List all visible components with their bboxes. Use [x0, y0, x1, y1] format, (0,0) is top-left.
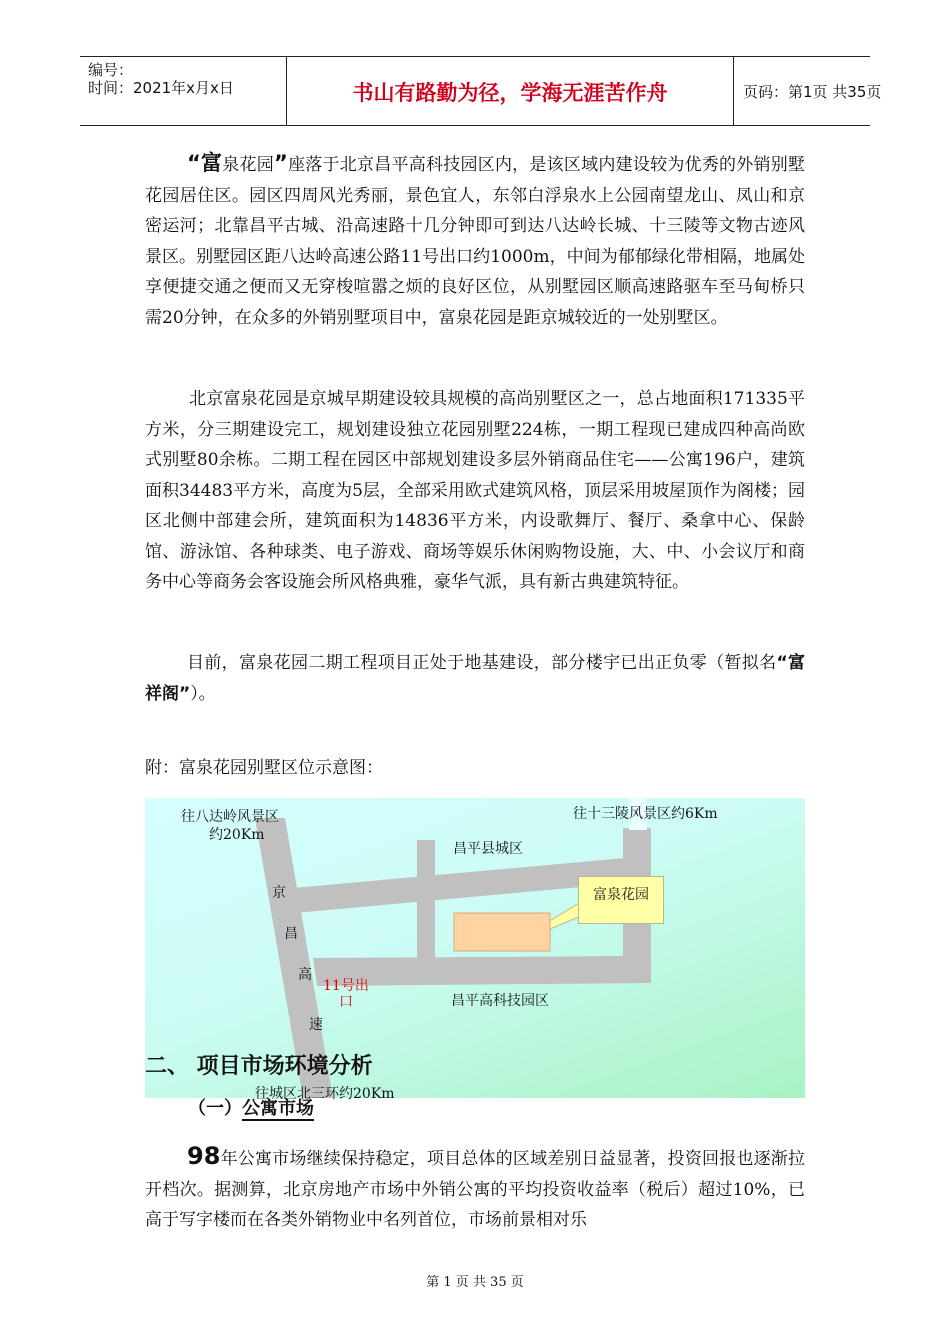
header-motto-cell [286, 57, 734, 125]
county-road [293, 858, 625, 913]
header-page-cell [733, 57, 882, 125]
number-label: 编号： [88, 61, 134, 79]
section-heading: 二、 项目市场环境分析 [145, 1054, 373, 1079]
label-exit-11: 11号出 [323, 978, 369, 994]
emphasis-char: 富 [200, 151, 223, 175]
subsection-title: 公寓市场 [242, 1098, 314, 1119]
appendix-caption: 附：富泉花园别墅区位示意图： [145, 758, 383, 778]
county-vertical-road [417, 840, 435, 958]
label-highway-3: 高 [298, 967, 312, 983]
quote-close: ” [274, 151, 288, 175]
paragraph-intro-text: 座落于北京昌平高科技园区内，是该区域内建设较为优秀的外销别墅花园居住区。园区四周风光秀丽，景色宜人，东邻白浮泉水上公园南望龙山、凤山和京密运河；北靠昌平古城、沿高速路十几分钟即可到达八达岭长城、十三陵等文物古迹风景区。别墅园区距八达岭高速公路11号出口约1000m，中间为郁郁绿化带相隔，地属处享便捷交通之便而又无穿梭喧嚣之烦的良好区位，从别墅园区顺高速路驱车至马甸桥只需20分钟，在众多的外销别墅项目中，富泉花园是距京城较近的一处别墅区。 [145, 155, 806, 328]
paragraph-market-text: 年公寓市场继续保持稳定，项目总体的区域差别日益显著，投资回报也逐渐拉开档次。据测算，北京房地产市场中外销公寓的平均投资收益率（税后）超过10%，已高于写字楼而在各类外销物业中名列首位，市场前景相对乐 [145, 1149, 805, 1230]
status-text: 目前，富泉花园二期工程项目正处于地基建设，部分楼宇已出正负零（暂拟名 [187, 653, 777, 673]
quote-open: “ [187, 151, 201, 175]
label-highway-1: 京 [272, 885, 286, 901]
label-to-city: 往城区北三环约20Km [255, 1086, 395, 1102]
fuquan-site-marker [454, 913, 550, 951]
label-fuquan-callout: 富泉花园 [578, 876, 664, 924]
label-badaling-distance: 约20Km [209, 827, 265, 843]
page-code: 页码：第1页 共35页 [743, 83, 882, 101]
tentative-name: “富祥阁” [145, 653, 805, 704]
paragraph-market [145, 1141, 805, 1236]
paragraph-intro [145, 148, 805, 333]
page-footer: 第 1 页 共 35 页 [426, 1275, 524, 1290]
year-number: 98 [187, 1142, 221, 1170]
status-end: ）。 [190, 683, 216, 704]
motto: 书山有路勤为径，学海无涯苦作舟 [352, 81, 668, 105]
label-highway-4: 速 [309, 1017, 323, 1033]
label-exit-11-cont: 口 [339, 994, 353, 1010]
label-highway-2: 昌 [284, 926, 298, 942]
label-tech-park: 昌平高科技园区 [451, 993, 549, 1009]
subsection-heading [188, 1094, 314, 1120]
project-name: 泉花园 [222, 155, 275, 175]
header-meta-cell [80, 57, 286, 125]
label-shisanling: 往十三陵风景区约6Km [573, 806, 718, 822]
time-label: 时间：2021年x月x日 [88, 79, 234, 97]
subsection-number: （一） [188, 1098, 242, 1119]
label-county: 昌平县城区 [453, 841, 523, 857]
document-header [80, 56, 882, 126]
paragraph-status [145, 648, 805, 709]
paragraph-overview: 北京富泉花园是京城早期建设较具规模的高尚别墅区之一，总占地面积171335平方米，分三期建设完工，规划建设独立花园别墅224栋，一期工程现已建成四种高尚欧式别墅80余栋。二期工程在园区中部规划建设多层外销商品住宅——公寓196户，建筑面积34483平方米，高度为5层，全部采用欧式建筑风格，顶层采用坡屋顶作为阁楼；园区北侧中部建会所，建筑面积为14836平方米，内设歌舞厅、餐厅、桑拿中心、保龄馆、游泳馆、各种球类、电子游戏、商场等娱乐休闲购物设施，大、中、小会议厅和商务中心等商务会客设施会所风格典雅，豪华气派，具有新古典建筑特征。 [145, 389, 805, 592]
label-badaling: 往八达岭风景区 [181, 809, 279, 825]
